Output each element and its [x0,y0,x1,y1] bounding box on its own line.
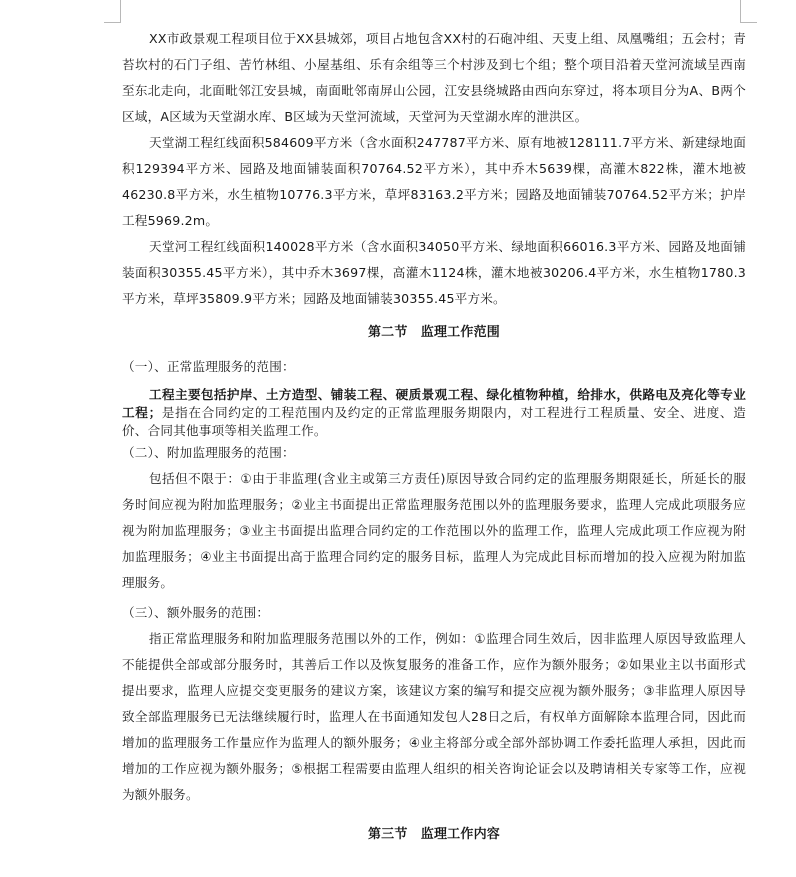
paragraph-project-location: XX市政景观工程项目位于XX县城郊，项目占地包含XX村的石砲冲组、天叓上组、凤凰嘴组；五会村；青苔坎村的石门子组、苦竹林组、小屋基组、乐有余组等三个村涉及到七个组；整个项目沿着天堂河流域呈西南至东北走向，北面毗邻江安县城，南面毗邻南屏山公园，江安县绕城路由西向东穿过，将本项目分为A、B两个区域，A区域为天堂湖水库、B区域为天堂河流域，天堂河为天堂湖水库的泄洪区。 [122,31,746,124]
normal-service-text: 是指在合同约定的工程范围内及约定的正常监理服务期限内，对工程进行工程质量、安全、进度、造价、合同其他事项等相关监理工作。 [122,405,746,438]
paragraph-tiantang-lake: 天堂湖工程红线面积584609平方米（含水面积247787平方米、原有地被128111.7平方米、新建绿地面积129394平方米、园路及地面铺装面积70764.52平方米），其中乔木5639棵，高灌木822株，灌木地被46230.8平方米，水生植物10776.3平方米，草坪83163.2平方米；园路及地面铺装70764.52平方米；护岸工程5969.2m。 [122,135,746,228]
document-body [122,26,746,848]
paragraph-tiantang-river: 天堂河工程红线面积140028平方米（含水面积34050平方米、绿地面积66016.3平方米、园路及地面铺装面积30355.45平方米），其中乔木3697棵，高灌木1124株，灌木地被30206.4平方米，水生植物1780.3平方米，草坪35809.9平方米；园路及地面铺装30355.45平方米。 [122,239,746,306]
subsection-extra-service-title: （三）、额外服务的范围： [122,605,270,620]
section-3-heading: 第三节 监理工作内容 [367,827,500,842]
subsection-additional-service-title: （二）、附加监理服务的范围： [122,445,295,460]
normal-service-bold-text: 工程主要包括护岸、土方造型、铺装工程、硬质景观工程、绿化植物种植，给排水，供路电及亮化等专业工程； [122,387,746,420]
paragraph-additional-service: 包括但不限于：①由于非监理(含业主或第三方责任)原因导致合同约定的监理服务期限延长，所延长的服务时间应视为附加监理服务；②业主书面提出正常监理服务范围以外的监理服务要求，监理人完成此项服务应视为附加监理服务；③业主书面提出监理合同约定的工作范围以外的监理工作，监理人完成此项工作应视为附加监理服务；④业主书面提出高于监理合同约定的服务目标，监理人为完成此目标而增加的投入应视为附加监理服务。 [122,471,746,590]
crop-mark-top-right [740,0,757,23]
paragraph-normal-service [122,386,746,440]
crop-mark-top-left [104,0,121,23]
section-2-heading: 第二节 监理工作范围 [367,325,500,340]
subsection-normal-service-title: （一）、正常监理服务的范围： [122,359,295,374]
paragraph-extra-service: 指正常监理服务和附加监理服务范围以外的工作，例如：①监理合同生效后，因非监理人原因导致监理人不能提供全部或部分服务时，其善后工作以及恢复服务的准备工作，应作为额外服务；②如果业主以书面形式提出要求，监理人应提交变更服务的建议方案，该建议方案的编写和提交应视为额外服务；③非监理人原因导致全部监理服务已无法继续履行时，监理人在书面通知发包人28日之后，有权单方面解除本监理合同，因此而增加的监理服务工作量应作为监理人的额外服务；④业主将部分或全部外部协调工作委托监理人承担，因此而增加的工作应视为额外服务；⑤根据工程需要由监理人组织的相关咨询论证会以及聘请相关专家等工作，应视为额外服务。 [122,631,746,802]
